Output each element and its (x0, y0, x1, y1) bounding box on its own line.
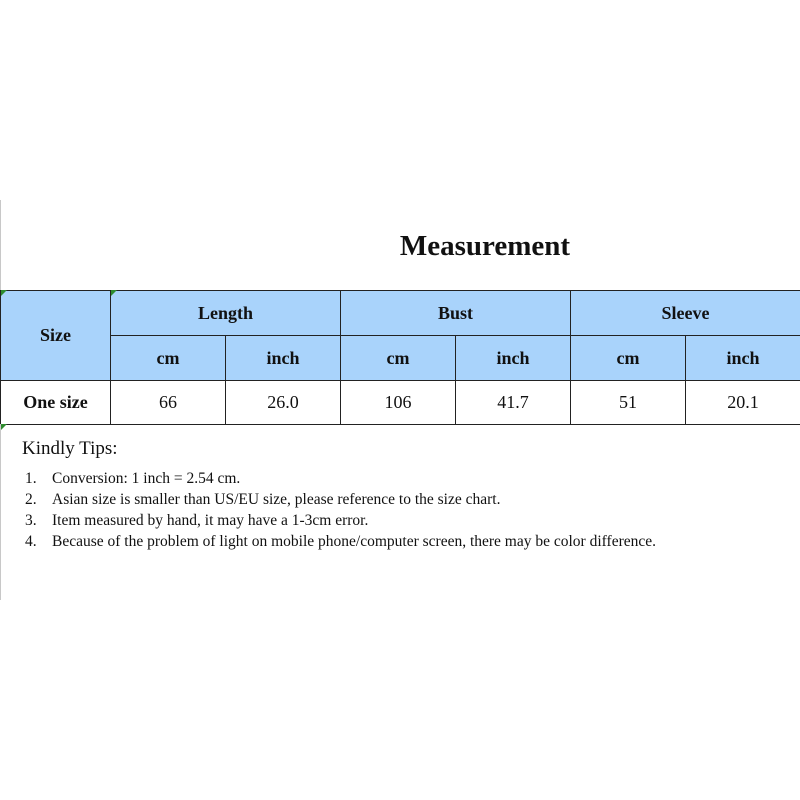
list-item-number: 2. (25, 491, 37, 508)
list-item-text: Asian size is smaller than US/EU size, please reference to the size chart. (52, 491, 501, 508)
size-column-header: Size (1, 291, 111, 381)
corner-marker (1, 424, 7, 430)
bust-cm-header: cm (341, 336, 456, 381)
list-item-text: Item measured by hand, it may have a 1-3cm error. (52, 512, 369, 529)
list-item-text: Conversion: 1 inch = 2.54 cm. (52, 470, 241, 487)
corner-marker (111, 290, 117, 296)
length-inch-header: inch (226, 336, 341, 381)
length-group-header: Length (111, 291, 341, 336)
list-item (1, 489, 712, 510)
sleeve-cm-header: cm (571, 336, 686, 381)
table-row (1, 381, 800, 425)
list-item (1, 510, 712, 531)
size-cell: One size (1, 381, 111, 425)
bust-cm-cell: 106 (341, 381, 456, 425)
corner-marker (1, 290, 7, 296)
length-cm-header: cm (111, 336, 226, 381)
sleeve-group-header: Sleeve (571, 291, 800, 336)
bust-inch-header: inch (456, 336, 571, 381)
length-cm-cell: 66 (111, 381, 226, 425)
sleeve-cm-cell: 51 (571, 381, 686, 425)
sleeve-inch-header: inch (686, 336, 800, 381)
header-group-row (1, 291, 800, 336)
tips-list (1, 468, 712, 552)
bust-group-header: Bust (341, 291, 571, 336)
size-chart-table (0, 290, 800, 425)
list-item-text: Because of the problem of light on mobile phone/computer screen, there may be color difference. (52, 533, 656, 550)
tips-heading: Kindly Tips: (22, 438, 118, 459)
header-unit-row (1, 336, 800, 381)
list-item (1, 468, 712, 489)
page-title: Measurement (399, 230, 571, 262)
tips-section (0, 424, 800, 600)
list-item-number: 1. (25, 470, 37, 487)
sleeve-inch-cell: 20.1 (686, 381, 800, 425)
length-inch-cell: 26.0 (226, 381, 341, 425)
bust-inch-cell: 41.7 (456, 381, 571, 425)
list-item-number: 3. (25, 512, 37, 529)
list-item-number: 4. (25, 533, 37, 550)
list-item (1, 531, 712, 552)
